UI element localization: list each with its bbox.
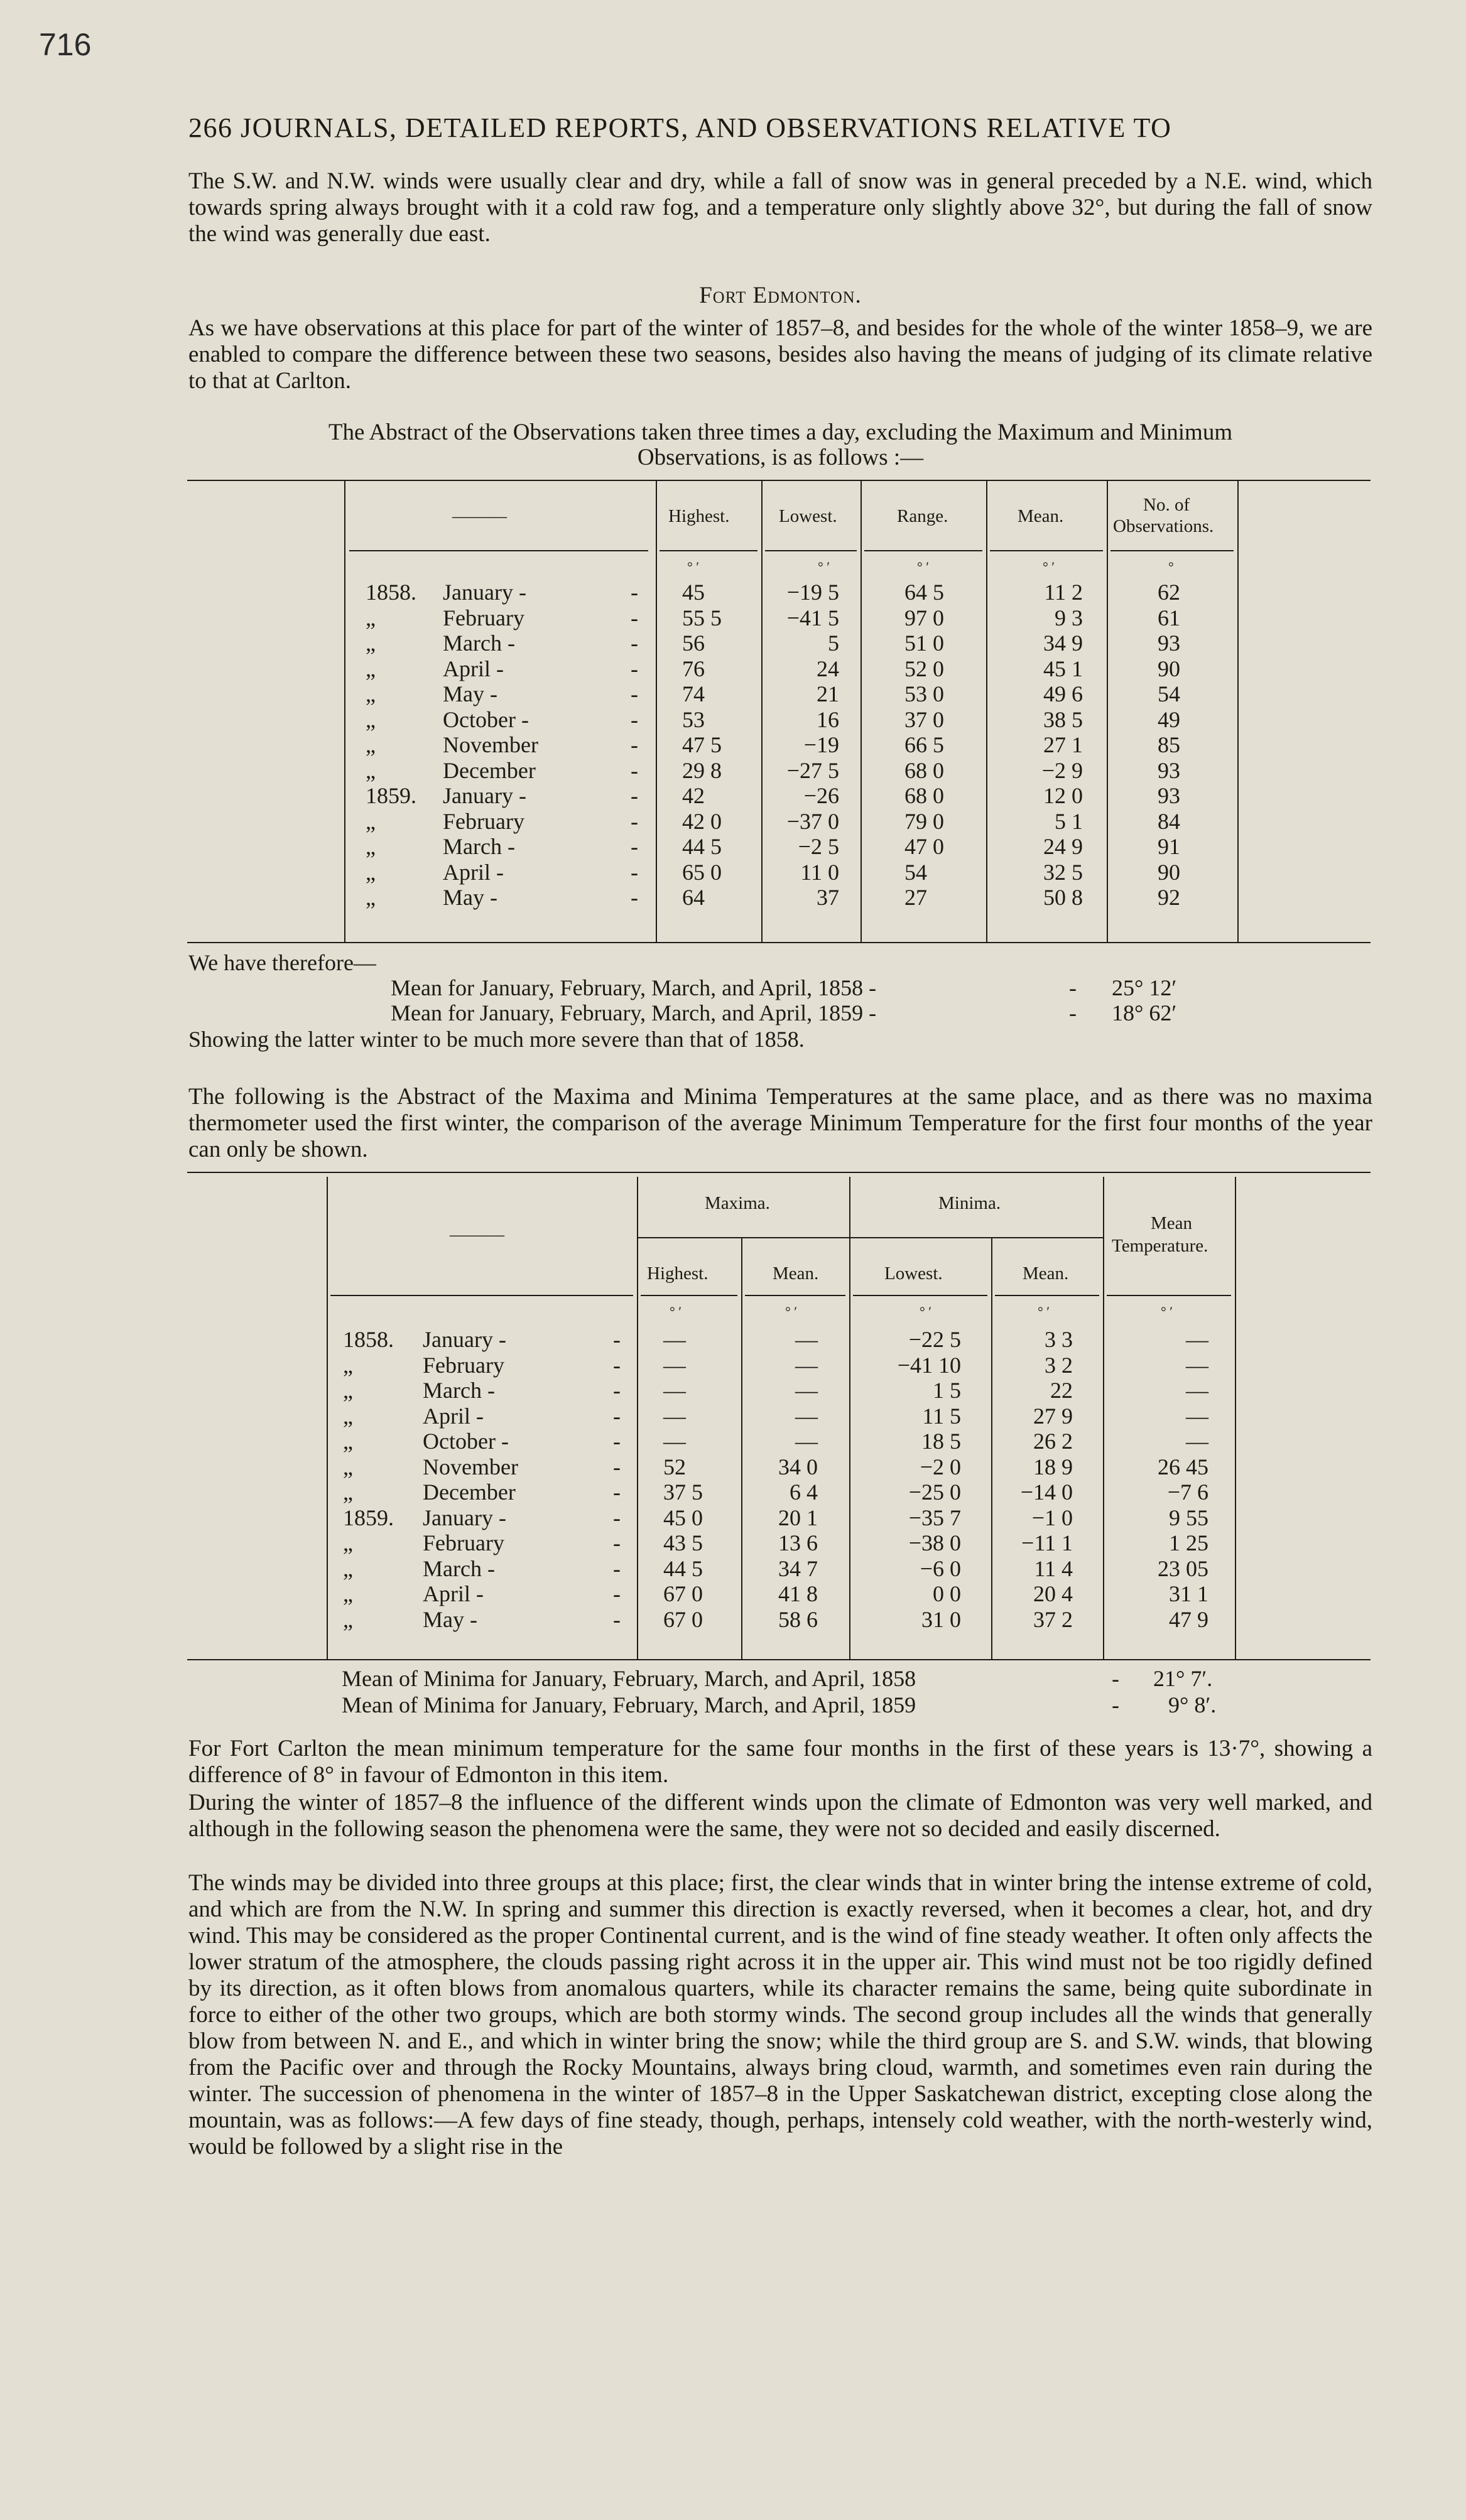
t2-year: 1859.: [343, 1505, 394, 1530]
para-winds: The winds may be divided into three groups at this place; first, the clear winds that in winter bring the intense extreme of cold, and which are from the N.W. In spring and summer this direction is exactly reversed, when it becomes a clear, hot, and dry wind. This may be considered as the proper Continental current, and is the wind of fine steady weather. It often only affects the lower stratum of the atmosphere, the clouds passing right across it in the upper air. This wind must not be too rigidly defined by its direction, as it often blows from anomalous quarters, while its character remains the same, being quite subordinate in force to either of the other two groups, which are both stormy winds. The second group includes all the winds that generally blow from between N. and E., and which in winter bring the snow; while the third group are S. and S.W. winds, that blowing from the Pacific over and through the Rocky Mountains, always bring cloud, warmth, and sometimes even rain during the winter. The succession of phenomena in the winter of 1857–8 in the Upper Saskatchewan district, excepting close along the mountain, was as follows:—A few days of fine steady, though, perhaps, intensely cold weather, with the north-westerly wind, would be followed by a slight rise in the: [188, 1870, 1372, 2160]
t2-header-blank: ———: [450, 1225, 504, 1245]
t2-month: November: [423, 1454, 518, 1479]
t2-year: „: [343, 1352, 353, 1378]
t2-min-lowest: 11 5: [922, 1403, 961, 1429]
t1-unit-mean: ° ′: [1043, 559, 1055, 575]
t2-dash: -: [613, 1327, 621, 1352]
t2-dash: -: [613, 1352, 621, 1378]
t1-year: „: [366, 681, 376, 706]
t2-dash: -: [613, 1429, 621, 1454]
t1-obs: 62: [1158, 580, 1180, 605]
t2-mean-temp: —: [1186, 1352, 1208, 1378]
t2-min-lowest: −38 0: [908, 1530, 961, 1555]
t1-mean: 49 6: [1043, 681, 1083, 706]
t2-min-mean: 18 9: [1033, 1454, 1073, 1479]
t1-header-lowest: Lowest.: [779, 506, 837, 526]
t2-min-mean: −11 1: [1021, 1530, 1073, 1555]
mean-line-1859-dash: -: [1069, 1000, 1077, 1025]
t1-month: March -: [443, 630, 515, 656]
t2-year: „: [343, 1454, 353, 1479]
t2-header-min-mean: Mean.: [1023, 1263, 1069, 1284]
t1-month: April -: [443, 859, 504, 885]
t2-year: „: [343, 1581, 353, 1606]
t2-year: „: [343, 1606, 353, 1632]
t1-range: 66 5: [904, 732, 944, 757]
minima-line-1858-dash: -: [1112, 1666, 1119, 1691]
t2-month: April -: [423, 1403, 484, 1429]
t2-dash: -: [613, 1581, 621, 1606]
t2-mean-temp: −7 6: [1167, 1479, 1208, 1505]
t1-range: 54: [904, 859, 927, 885]
we-have-therefore: We have therefore—: [188, 950, 376, 975]
t1-mean: 32 5: [1043, 859, 1083, 885]
t2-year: 1858.: [343, 1327, 394, 1352]
t1-highest: 74: [682, 681, 705, 706]
t2-dash: -: [613, 1555, 621, 1581]
t1-month: February: [443, 808, 524, 834]
t1-lowest: 24: [817, 656, 839, 681]
mean-line-1859-value: 18° 62′: [1112, 1000, 1177, 1025]
mean-line-1858-text: Mean for January, February, March, and April, 1858 -: [391, 975, 877, 1000]
t1-lowest: −2 5: [798, 834, 839, 859]
t2-month: March -: [423, 1555, 495, 1581]
t1-range: 68 0: [904, 757, 944, 783]
t1-mean: 11 2: [1044, 580, 1083, 605]
t2-min-mean: 27 9: [1033, 1403, 1073, 1429]
t2-header-min-lowest: Lowest.: [884, 1263, 943, 1284]
t2-unit-b: ° ′: [785, 1304, 798, 1319]
t1-lowest: 16: [817, 706, 839, 732]
t1-dash: -: [631, 605, 638, 630]
t1-highest: 53: [682, 706, 705, 732]
mean-line-1858-value: 25° 12′: [1112, 975, 1177, 1000]
t1-obs: 85: [1158, 732, 1180, 757]
t1-highest: 29 8: [682, 757, 722, 783]
t2-header-mean-temp-2: Temperature.: [1112, 1236, 1208, 1256]
t1-unit-range: ° ′: [917, 559, 930, 575]
t2-max-highest: —: [663, 1429, 686, 1454]
para-carlton: For Fort Carlton the mean minimum temperature for the same four months in the first of these years is 13·7°, showing a difference of 8° in favour of Edmonton in this item.: [188, 1736, 1372, 1788]
t2-unit-d: ° ′: [1038, 1304, 1050, 1319]
t1-lowest: 21: [817, 681, 839, 706]
t1-lowest: 11 0: [800, 859, 839, 885]
t2-dash: -: [613, 1606, 621, 1632]
t1-month: November: [443, 732, 538, 757]
t2-max-highest: 52: [663, 1454, 686, 1479]
minima-line-1859-value: 9° 8′.: [1168, 1692, 1217, 1717]
para-winter: During the winter of 1857–8 the influence of the different winds upon the climate of Edmonton was very well marked, and although in the following season the phenomena were the same, they were not so decided and easily discerned.: [188, 1790, 1372, 1842]
t2-max-highest: 45 0: [663, 1505, 703, 1530]
t1-obs: 90: [1158, 656, 1180, 681]
t1-year: 1858.: [366, 580, 416, 605]
t1-lowest: 5: [828, 630, 839, 656]
t2-min-lowest: −41 10: [897, 1352, 961, 1378]
t1-dash: -: [631, 757, 638, 783]
t2-header-maxima: Maxima.: [705, 1193, 770, 1213]
t1-range: 68 0: [904, 783, 944, 808]
t2-year: „: [343, 1555, 353, 1581]
t1-mean: 24 9: [1043, 834, 1083, 859]
t1-year: „: [366, 656, 376, 681]
t1-month: December: [443, 757, 536, 783]
t2-max-highest: 44 5: [663, 1555, 703, 1581]
t2-month: April -: [423, 1581, 484, 1606]
t1-year: „: [366, 732, 376, 757]
t2-max-mean: —: [795, 1327, 818, 1352]
t2-mean-temp: —: [1186, 1327, 1208, 1352]
t1-obs: 93: [1158, 630, 1180, 656]
t2-mean-temp: —: [1186, 1429, 1208, 1454]
t2-mean-temp: 26 45: [1158, 1454, 1208, 1479]
minima-line-1858-text: Mean of Minima for January, February, March, and April, 1858: [342, 1666, 916, 1691]
minima-line-1858-value: 21° 7′.: [1153, 1666, 1213, 1691]
t2-min-lowest: −2 0: [920, 1454, 961, 1479]
t1-dash: -: [631, 732, 638, 757]
running-head: 266 JOURNALS, DETAILED REPORTS, AND OBSERVATIONS RELATIVE TO: [188, 112, 1172, 143]
t1-highest: 44 5: [682, 834, 722, 859]
t2-min-lowest: 1 5: [933, 1378, 961, 1403]
t2-dash: -: [613, 1479, 621, 1505]
t1-obs: 90: [1158, 859, 1180, 885]
t1-month: January -: [443, 580, 526, 605]
t2-max-highest: —: [663, 1403, 686, 1429]
t1-year: „: [366, 630, 376, 656]
t2-min-lowest: −22 5: [908, 1327, 961, 1352]
t2-max-highest: 43 5: [663, 1530, 703, 1555]
t2-max-mean: —: [795, 1429, 818, 1454]
t1-mean: 12 0: [1043, 783, 1083, 808]
t2-max-mean: 6 4: [790, 1479, 818, 1505]
t1-range: 97 0: [904, 605, 944, 630]
t2-min-lowest: 18 5: [921, 1429, 961, 1454]
t2-mean-temp: —: [1186, 1378, 1208, 1403]
t1-range: 52 0: [904, 656, 944, 681]
t2-month: January -: [423, 1327, 506, 1352]
t1-lowest: −27 5: [786, 757, 839, 783]
t2-year: „: [343, 1479, 353, 1505]
t2-year: „: [343, 1429, 353, 1454]
t1-mean: 38 5: [1043, 706, 1083, 732]
t1-highest: 76: [682, 656, 705, 681]
t2-mean-temp: —: [1186, 1403, 1208, 1429]
t1-header-highest: Highest.: [668, 506, 730, 526]
t1-obs: 84: [1158, 808, 1180, 834]
t1-year: „: [366, 757, 376, 783]
t1-month: January -: [443, 783, 526, 808]
t2-dash: -: [613, 1454, 621, 1479]
t2-min-mean: 26 2: [1033, 1429, 1073, 1454]
t2-min-mean: −1 0: [1031, 1505, 1073, 1530]
t1-mean: 5 1: [1055, 808, 1083, 834]
t1-obs: 92: [1158, 885, 1180, 910]
t2-unit-c: ° ′: [920, 1304, 932, 1319]
t1-month: May -: [443, 681, 497, 706]
t2-max-mean: 41 8: [778, 1581, 818, 1606]
table1-caption-1: The Abstract of the Observations taken three times a day, excluding the Maximum and Minimum: [328, 419, 1233, 445]
t1-header-mean: Mean.: [1018, 506, 1064, 526]
mean-line-1859-text: Mean for January, February, March, and April, 1859 -: [391, 1000, 877, 1025]
minima-line-1859-text: Mean of Minima for January, February, March, and April, 1859: [342, 1692, 916, 1717]
t1-highest: 55 5: [682, 605, 722, 630]
t1-dash: -: [631, 783, 638, 808]
t1-unit-obs: °: [1168, 559, 1174, 575]
t1-highest: 47 5: [682, 732, 722, 757]
t2-max-mean: 13 6: [778, 1530, 818, 1555]
t1-month: February: [443, 605, 524, 630]
t2-month: March -: [423, 1378, 495, 1403]
t1-month: May -: [443, 885, 497, 910]
t1-dash: -: [631, 859, 638, 885]
t1-header-obs-1: No. of: [1143, 495, 1190, 515]
t2-year: „: [343, 1378, 353, 1403]
t1-mean: 34 9: [1043, 630, 1083, 656]
t2-month: February: [423, 1530, 504, 1555]
t2-year: „: [343, 1530, 353, 1555]
t2-max-highest: —: [663, 1327, 686, 1352]
t2-max-mean: —: [795, 1403, 818, 1429]
t2-max-mean: —: [795, 1352, 818, 1378]
t1-range: 37 0: [904, 706, 944, 732]
t2-max-highest: 67 0: [663, 1581, 703, 1606]
section-heading: Fort Edmonton.: [699, 283, 862, 308]
t2-month: January -: [423, 1505, 506, 1530]
table2-caption: The following is the Abstract of the Maxima and Minima Temperatures at the same place, and as there was no maxima thermometer used the first winter, the comparison of the average Minimum Temperature for the first four months of the year can only be shown.: [188, 1084, 1372, 1162]
t2-max-highest: 67 0: [663, 1606, 703, 1632]
t2-year: „: [343, 1403, 353, 1429]
t2-unit-a: ° ′: [670, 1304, 682, 1319]
t1-highest: 64: [682, 885, 705, 910]
t1-year: „: [366, 859, 376, 885]
t1-unit-highest: ° ′: [687, 559, 700, 575]
t2-mean-temp: 9 55: [1169, 1505, 1208, 1530]
t2-min-mean: 11 4: [1034, 1555, 1073, 1581]
t1-dash: -: [631, 834, 638, 859]
t2-mean-temp: 23 05: [1158, 1555, 1208, 1581]
t1-mean: 45 1: [1043, 656, 1083, 681]
t1-dash: -: [631, 656, 638, 681]
t2-min-mean: 37 2: [1033, 1606, 1073, 1632]
t1-lowest: −26: [803, 783, 839, 808]
t1-year: „: [366, 885, 376, 910]
t2-header-mean-temp-1: Mean: [1151, 1213, 1193, 1233]
t1-dash: -: [631, 630, 638, 656]
t2-month: October -: [423, 1429, 509, 1454]
t1-dash: -: [631, 580, 638, 605]
t1-month: April -: [443, 656, 504, 681]
t1-mean: −2 9: [1041, 757, 1083, 783]
t1-obs: 91: [1158, 834, 1180, 859]
t1-highest: 56: [682, 630, 705, 656]
t2-max-highest: 37 5: [663, 1479, 703, 1505]
t2-mean-temp: 47 9: [1169, 1606, 1208, 1632]
t2-dash: -: [613, 1505, 621, 1530]
t2-dash: -: [613, 1378, 621, 1403]
t2-max-mean: 58 6: [778, 1606, 818, 1632]
intro-paragraph: The S.W. and N.W. winds were usually clear and dry, while a fall of snow was in general preceded by a N.E. wind, which towards spring always brought with it a cold raw fog, and a temperature only slightly above 32°, but during the fall of snow the wind was generally due east.: [188, 168, 1372, 247]
archive-stamp: 716: [39, 27, 92, 62]
showing-line: Showing the latter winter to be much more severe than that of 1858.: [188, 1027, 805, 1052]
t1-obs: 61: [1158, 605, 1180, 630]
t2-max-mean: 34 0: [778, 1454, 818, 1479]
t1-highest: 42: [682, 783, 705, 808]
t2-min-mean: 20 4: [1033, 1581, 1073, 1606]
t2-mean-temp: 1 25: [1169, 1530, 1208, 1555]
t2-min-lowest: 0 0: [933, 1581, 961, 1606]
t2-min-lowest: −35 7: [908, 1505, 961, 1530]
section-paragraph: As we have observations at this place for part of the winter of 1857–8, and besides for the whole of the winter 1858–9, we are enabled to compare the difference between these two seasons, besides also having the means of judging of its climate relative to that at Carlton.: [188, 315, 1372, 394]
t1-month: October -: [443, 706, 529, 732]
t2-min-mean: 22: [1050, 1378, 1073, 1403]
t1-mean: 27 1: [1043, 732, 1083, 757]
t1-year: „: [366, 808, 376, 834]
t1-mean: 50 8: [1043, 885, 1083, 910]
t1-obs: 49: [1158, 706, 1180, 732]
t2-max-mean: 34 7: [778, 1555, 818, 1581]
t1-header-range: Range.: [897, 506, 948, 526]
t1-range: 64 5: [904, 580, 944, 605]
t1-year: „: [366, 834, 376, 859]
t1-range: 27: [904, 885, 927, 910]
t1-year: 1859.: [366, 783, 416, 808]
t2-header-max-mean: Mean.: [773, 1263, 819, 1284]
t2-dash: -: [613, 1403, 621, 1429]
t2-min-lowest: −25 0: [908, 1479, 961, 1505]
t2-mean-temp: 31 1: [1169, 1581, 1208, 1606]
t1-highest: 42 0: [682, 808, 722, 834]
t1-highest: 45: [682, 580, 705, 605]
t2-unit-e: ° ′: [1161, 1304, 1173, 1319]
minima-line-1859-dash: -: [1112, 1692, 1119, 1717]
t1-year: „: [366, 605, 376, 630]
t2-dash: -: [613, 1530, 621, 1555]
t1-range: 79 0: [904, 808, 944, 834]
t1-range: 47 0: [904, 834, 944, 859]
t1-lowest: −19: [803, 732, 839, 757]
t1-obs: 93: [1158, 757, 1180, 783]
t1-month: March -: [443, 834, 515, 859]
t2-max-highest: —: [663, 1378, 686, 1403]
t2-month: May -: [423, 1606, 477, 1632]
t2-header-max-highest: Highest.: [647, 1263, 709, 1284]
t1-dash: -: [631, 808, 638, 834]
t2-header-minima: Minima.: [938, 1193, 1001, 1213]
t1-obs: 54: [1158, 681, 1180, 706]
t1-obs: 93: [1158, 783, 1180, 808]
t2-min-mean: −14 0: [1020, 1479, 1073, 1505]
t1-dash: -: [631, 885, 638, 910]
t1-highest: 65 0: [682, 859, 722, 885]
t1-mean: 9 3: [1055, 605, 1083, 630]
t2-min-lowest: −6 0: [920, 1555, 961, 1581]
t2-max-mean: 20 1: [778, 1505, 818, 1530]
t2-min-mean: 3 3: [1045, 1327, 1073, 1352]
t1-lowest: −37 0: [786, 808, 839, 834]
t2-min-lowest: 31 0: [921, 1606, 961, 1632]
t1-lowest: −41 5: [786, 605, 839, 630]
t1-range: 51 0: [904, 630, 944, 656]
t1-unit-lowest: ° ′: [818, 559, 830, 575]
t2-month: February: [423, 1352, 504, 1378]
mean-line-1858-dash: -: [1069, 975, 1077, 1000]
t2-max-mean: —: [795, 1378, 818, 1403]
t1-year: „: [366, 706, 376, 732]
t1-range: 53 0: [904, 681, 944, 706]
table1-caption-2: Observations, is as follows :—: [637, 445, 924, 470]
t1-header-blank: ———: [452, 506, 507, 526]
t2-month: December: [423, 1479, 516, 1505]
t1-header-obs-2: Observations.: [1113, 516, 1214, 536]
t1-dash: -: [631, 681, 638, 706]
t1-lowest: 37: [817, 885, 839, 910]
t1-lowest: −19 5: [786, 580, 839, 605]
t2-max-highest: —: [663, 1352, 686, 1378]
t2-min-mean: 3 2: [1045, 1352, 1073, 1378]
t1-dash: -: [631, 706, 638, 732]
